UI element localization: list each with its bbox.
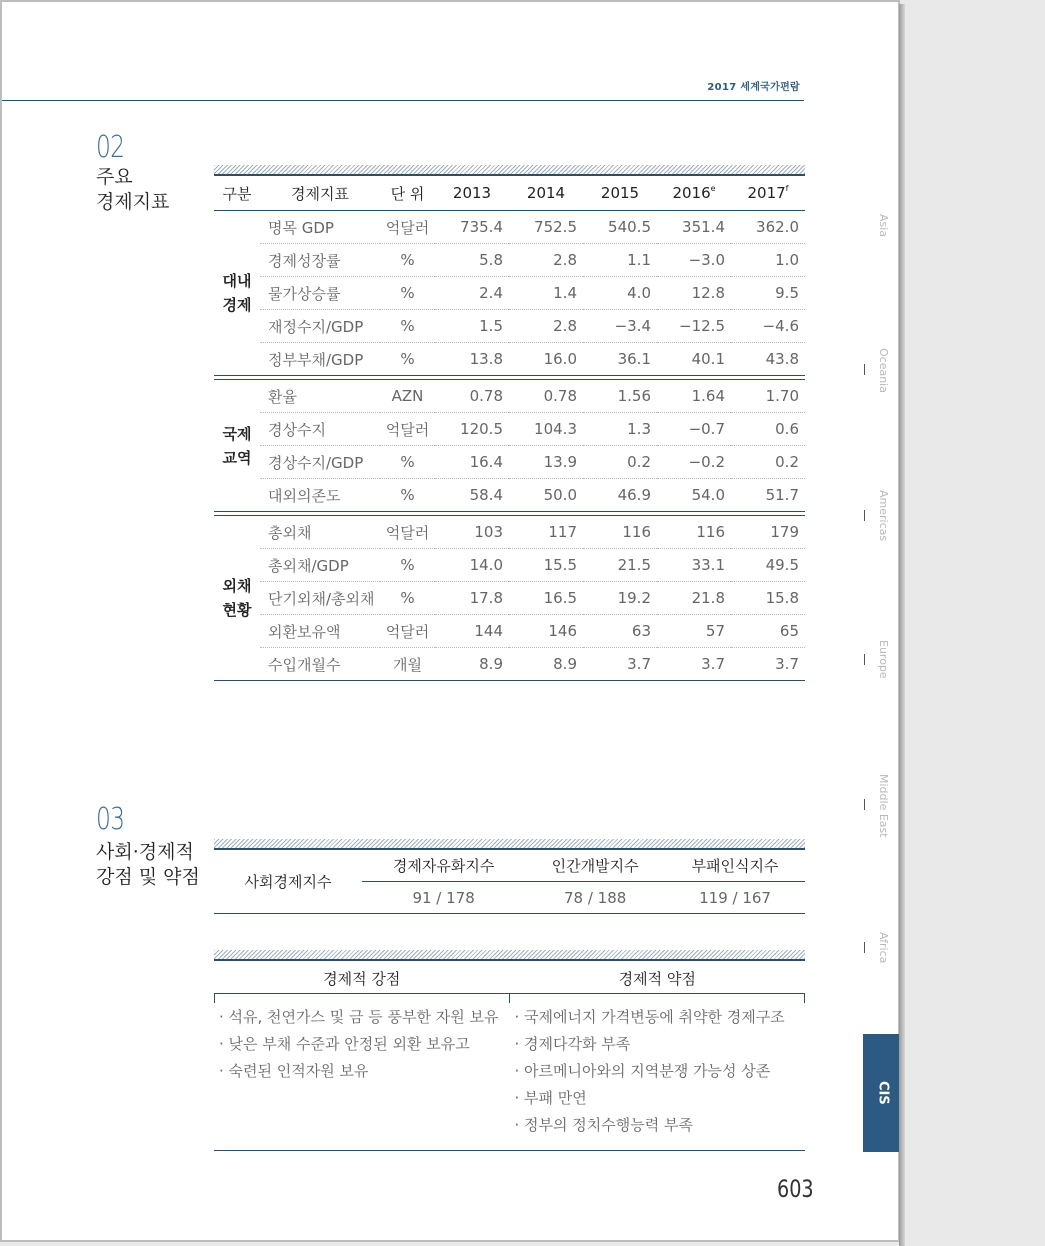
indicator-name: 명목 GDP (260, 211, 380, 244)
indicator-value: 65 (731, 615, 805, 648)
indicator-unit: 억달러 (380, 615, 435, 648)
indicator-value: 33.1 (657, 549, 731, 582)
index-value: 91 / 178 (362, 882, 525, 914)
index-table-hatch (214, 839, 805, 850)
tab-europe[interactable]: Europe (877, 640, 890, 679)
indicator-value: −4.6 (731, 310, 805, 343)
indicator-value: −3.4 (583, 310, 657, 343)
strength-item: · 낮은 부채 수준과 안정된 외환 보유고 (219, 1035, 470, 1053)
indicator-value: 1.56 (583, 380, 657, 413)
indicator-name: 총외채/GDP (260, 549, 380, 582)
indicator-value: 3.7 (657, 648, 731, 681)
indicator-value: −12.5 (657, 310, 731, 343)
index-value: 119 / 167 (665, 882, 805, 914)
indicator-value: 179 (731, 516, 805, 549)
indicator-name: 경상수지/GDP (260, 446, 380, 479)
indicator-value: 3.7 (583, 648, 657, 681)
indicator-value: 54.0 (657, 479, 731, 512)
table-row (214, 516, 805, 549)
indicator-name: 물가상승률 (260, 277, 380, 310)
indicator-value: 144 (435, 615, 509, 648)
tab-oceania[interactable]: Oceania (877, 348, 890, 393)
indicator-name: 재정수지/GDP (260, 310, 380, 343)
strengths-list (214, 1004, 510, 1139)
strength-item: · 석유, 천연가스 및 금 등 풍부한 자원 보유 (219, 1008, 499, 1026)
tab-marker (864, 510, 865, 521)
indicator-unit: 억달러 (380, 211, 435, 244)
indicator-value: 1.0 (731, 244, 805, 277)
indicator-value: 735.4 (435, 211, 509, 244)
section-number-02: 02 (96, 130, 125, 165)
indicator-value: 4.0 (583, 277, 657, 310)
indicator-value: 21.5 (583, 549, 657, 582)
indicator-value: 362.0 (731, 211, 805, 244)
indicator-value: 5.8 (435, 244, 509, 277)
column-header: 2016e (657, 176, 731, 211)
indicator-value: 0.78 (435, 380, 509, 413)
tab-middle-east[interactable]: Middle East (877, 774, 890, 838)
section-title-economic-indicators: 주요 경제지표 (96, 166, 170, 213)
table-row (214, 479, 805, 512)
table-row (214, 648, 805, 681)
indicator-unit: 억달러 (380, 413, 435, 446)
table-row (214, 380, 805, 413)
indicator-value: 58.4 (435, 479, 509, 512)
indicator-unit: % (380, 244, 435, 277)
column-header: 2014 (509, 176, 583, 211)
weaknesse-item: · 경제다각화 부족 (514, 1035, 631, 1053)
column-header: 2015 (583, 176, 657, 211)
table-row (214, 549, 805, 582)
indicator-value: 50.0 (509, 479, 583, 512)
category-cell: 외채 현황 (214, 516, 260, 681)
column-header: 단 위 (380, 176, 435, 211)
indicator-unit: % (380, 343, 435, 376)
indicator-value: 13.9 (509, 446, 583, 479)
indicator-value: 1.70 (731, 380, 805, 413)
indicator-value: 14.0 (435, 549, 509, 582)
sw-table-hatch (214, 950, 805, 961)
column-header: 경제지표 (260, 176, 380, 211)
index-row-label: 사회경제지수 (214, 850, 362, 914)
indicator-value: 0.78 (509, 380, 583, 413)
indicator-name: 경제성장률 (260, 244, 380, 277)
indicator-value: 1.64 (657, 380, 731, 413)
indicator-name: 단기외채/총외채 (260, 582, 380, 615)
weaknesse-item: · 정부의 정치수행능력 부족 (514, 1116, 693, 1134)
index-value: 78 / 188 (525, 882, 665, 914)
indicator-unit: % (380, 549, 435, 582)
index-header: 경제자유화지수 (362, 850, 525, 882)
indicator-value: 103 (435, 516, 509, 549)
indicator-name: 외환보유액 (260, 615, 380, 648)
indicator-value: 16.4 (435, 446, 509, 479)
indicator-value: −3.0 (657, 244, 731, 277)
weaknesse-item: · 국제에너지 가격변동에 취약한 경제구조 (514, 1008, 785, 1026)
category-cell: 국제 교역 (214, 380, 260, 512)
weaknesse-item: · 아르메니아와의 지역분쟁 가능성 상존 (514, 1062, 771, 1080)
indicator-value: 0.2 (731, 446, 805, 479)
indicator-value: 104.3 (509, 413, 583, 446)
weaknesses-heading: 경제적 약점 (618, 969, 696, 988)
column-header: 2013 (435, 176, 509, 211)
weaknesse-item: · 부패 만연 (514, 1089, 587, 1107)
indicator-value: 1.5 (435, 310, 509, 343)
strengths-heading: 경제적 강점 (323, 969, 401, 988)
economic-indicators-table (214, 176, 805, 681)
indicator-value: 57 (657, 615, 731, 648)
sw-bottom-rule (214, 1150, 805, 1151)
indicator-value: 146 (509, 615, 583, 648)
tab-marker (864, 654, 865, 665)
section-title-strengths-weaknesses: 사회·경제적 강점 및 약점 (96, 841, 200, 888)
strength-item: · 숙련된 인적자원 보유 (219, 1062, 369, 1080)
indicator-value: 3.7 (731, 648, 805, 681)
indicator-value: 8.9 (509, 648, 583, 681)
page-edge-shadow (899, 4, 905, 1246)
indicator-value: 49.5 (731, 549, 805, 582)
indicator-unit: % (380, 310, 435, 343)
table-header-row (214, 176, 805, 211)
indicator-unit: AZN (380, 380, 435, 413)
index-header: 인간개발지수 (525, 850, 665, 882)
tab-americas[interactable]: Americas (877, 490, 890, 542)
indicator-name: 대외의존도 (260, 479, 380, 512)
tab-marker (864, 942, 865, 953)
indicator-value: 21.8 (657, 582, 731, 615)
indicator-value: −0.2 (657, 446, 731, 479)
indicator-value: 9.5 (731, 277, 805, 310)
indicator-value: 0.6 (731, 413, 805, 446)
indicator-value: 2.8 (509, 310, 583, 343)
table-row (214, 277, 805, 310)
indicator-value: 0.2 (583, 446, 657, 479)
table-top-hatch (214, 165, 805, 176)
section-number-03: 03 (96, 802, 125, 837)
indicator-unit: % (380, 277, 435, 310)
table-row (214, 211, 805, 244)
indicator-unit: % (380, 479, 435, 512)
page-number: 603 (777, 1175, 814, 1203)
indicator-value: 1.1 (583, 244, 657, 277)
weaknesses-list (510, 1004, 806, 1139)
column-header: 2017$^f$ (731, 176, 805, 211)
indicator-name: 환율 (260, 380, 380, 413)
indicator-value: −0.7 (657, 413, 731, 446)
strengths-weaknesses-table (214, 963, 805, 1139)
table-row (214, 343, 805, 376)
table-row (214, 413, 805, 446)
indicator-value: 16.0 (509, 343, 583, 376)
indicator-value: 63 (583, 615, 657, 648)
tab-asia[interactable]: Asia (877, 214, 890, 238)
indicator-value: 351.4 (657, 211, 731, 244)
indicator-name: 총외채 (260, 516, 380, 549)
index-header: 부패인식지수 (665, 850, 805, 882)
indicator-value: 1.4 (509, 277, 583, 310)
indicator-value: 8.9 (435, 648, 509, 681)
table-row (214, 582, 805, 615)
tab-marker (864, 364, 865, 375)
indicator-unit: % (380, 582, 435, 615)
running-header: 2017 세계국가편람 (707, 82, 800, 93)
indicator-value: 2.4 (435, 277, 509, 310)
indicator-value: 2.8 (509, 244, 583, 277)
socioeconomic-index-table (214, 850, 805, 914)
indicator-value: 16.5 (509, 582, 583, 615)
indicator-value: 43.8 (731, 343, 805, 376)
category-cell: 대내 경제 (222, 272, 252, 314)
indicator-name: 경상수지 (260, 413, 380, 446)
indicator-value: 19.2 (583, 582, 657, 615)
indicator-value: 120.5 (435, 413, 509, 446)
indicator-name: 수입개월수 (260, 648, 380, 681)
tab-africa[interactable]: Africa (877, 932, 890, 964)
table-row (214, 244, 805, 277)
indicator-value: 15.8 (731, 582, 805, 615)
indicator-value: 540.5 (583, 211, 657, 244)
indicator-unit: 억달러 (380, 516, 435, 549)
indicator-value: 36.1 (583, 343, 657, 376)
table-row (214, 310, 805, 343)
tab-cis-active[interactable]: CIS (863, 1034, 903, 1152)
indicator-value: 12.8 (657, 277, 731, 310)
table-row (214, 615, 805, 648)
indicator-value: 17.8 (435, 582, 509, 615)
indicator-value: 51.7 (731, 479, 805, 512)
sw-bracket (214, 993, 805, 1004)
indicator-value: 15.5 (509, 549, 583, 582)
indicator-value: 752.5 (509, 211, 583, 244)
tab-marker (864, 799, 865, 810)
indicator-value: 46.9 (583, 479, 657, 512)
header-rule (2, 100, 804, 101)
table-row (214, 446, 805, 479)
indicator-value: 116 (657, 516, 731, 549)
indicator-value: 1.3 (583, 413, 657, 446)
indicator-value: 13.8 (435, 343, 509, 376)
indicator-name: 정부부채/GDP (260, 343, 380, 376)
indicator-unit: % (380, 446, 435, 479)
column-header: 구분 (214, 176, 260, 211)
indicator-unit: 개월 (380, 648, 435, 681)
indicator-value: 117 (509, 516, 583, 549)
indicator-value: 40.1 (657, 343, 731, 376)
indicator-value: 116 (583, 516, 657, 549)
